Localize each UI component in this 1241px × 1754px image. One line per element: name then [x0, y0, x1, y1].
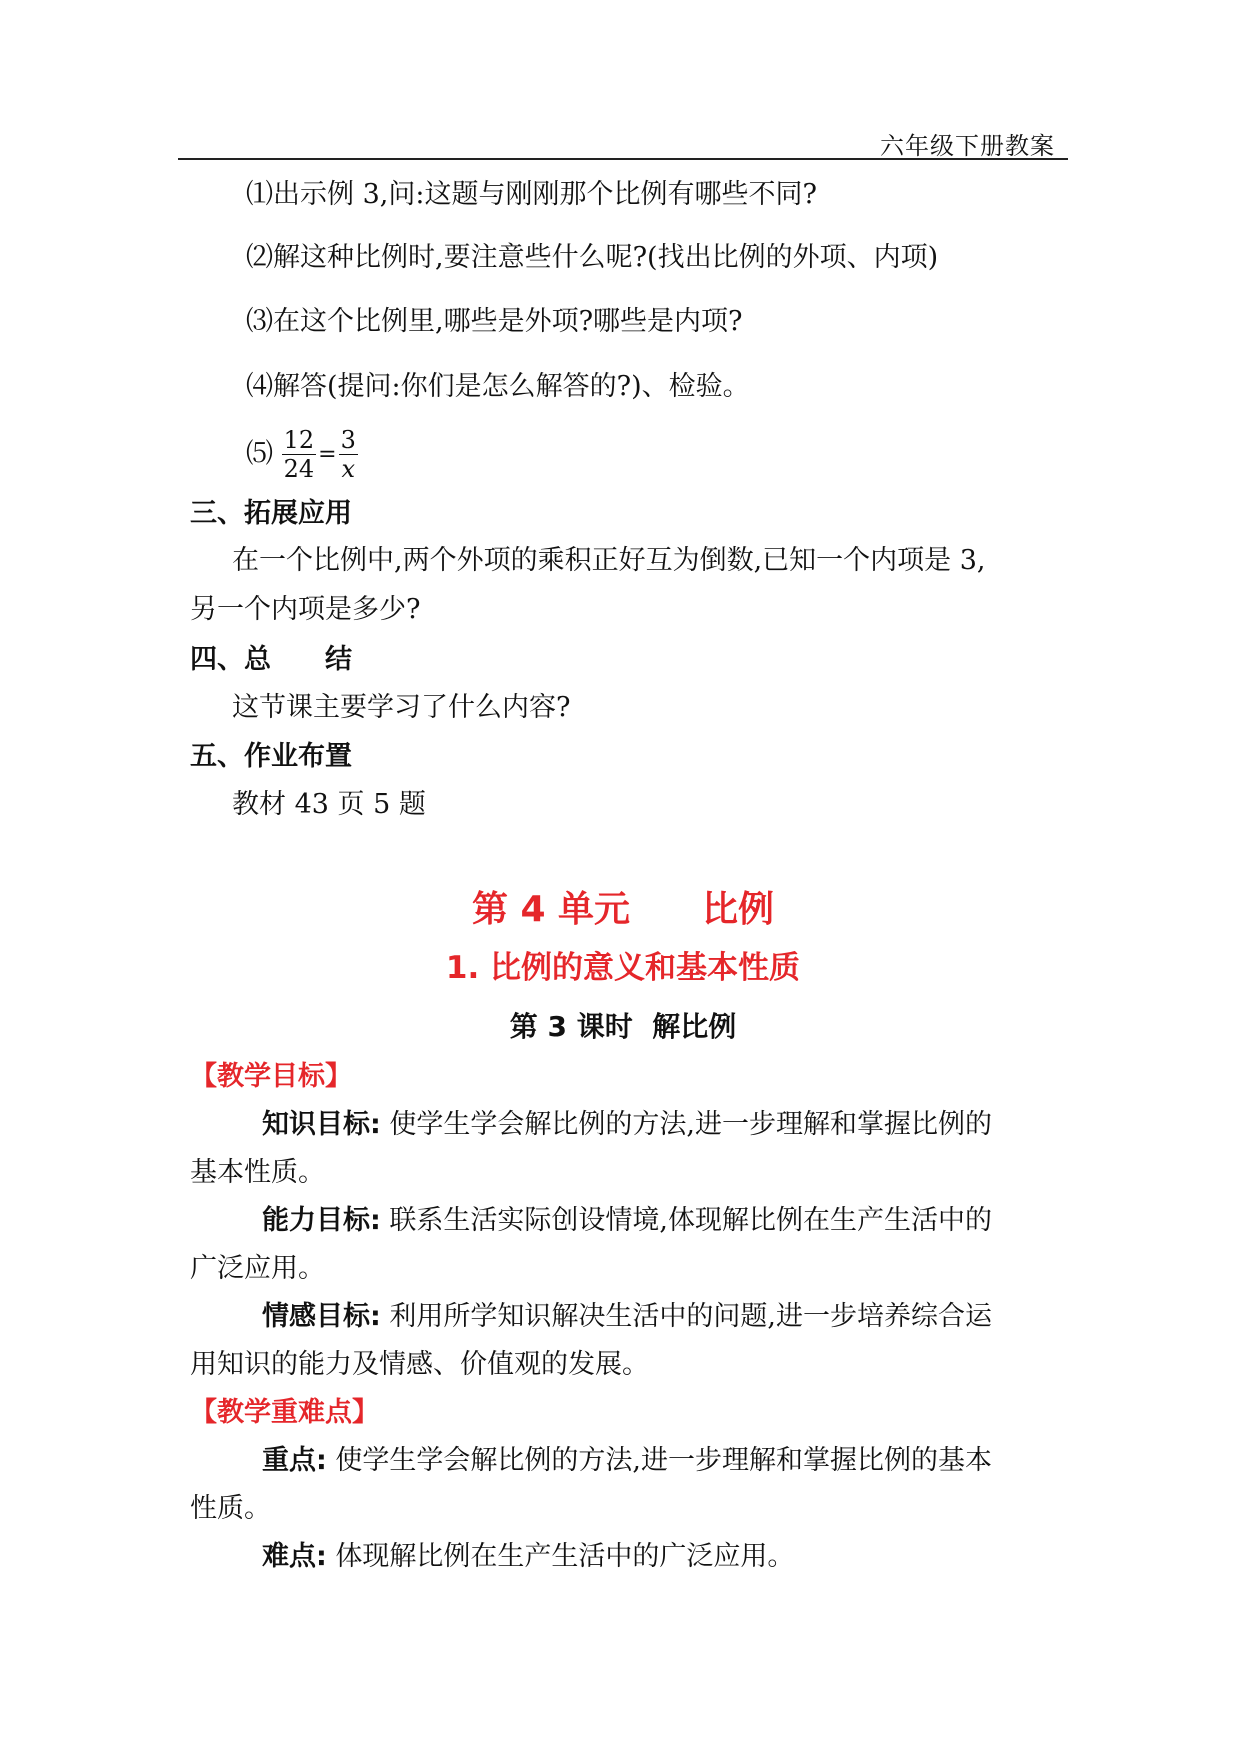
section-5-text: 教材 43 页 5 题 [232, 789, 426, 820]
ability-objective-text: 联系生活实际创设情境,体现解比例在生产生活中的 [389, 1205, 992, 1236]
fraction-right [339, 426, 358, 483]
section-4-text: 这节课主要学习了什么内容? [232, 692, 571, 723]
fraction-left-numerator: 12 [283, 426, 315, 454]
emotion-objective-label: 情感目标: [262, 1301, 381, 1332]
fraction-left-denominator: 24 [283, 455, 315, 483]
ability-objective-line-1 [262, 1204, 992, 1238]
lesson-title: 第 3 课时 解比例 [509, 1010, 737, 1043]
unit-subtitle: 1. 比例的意义和基本性质 [445, 950, 801, 986]
difficult-point-line [262, 1540, 794, 1574]
difficult-point-text: 体现解比例在生产生活中的广泛应用。 [335, 1541, 795, 1572]
knowledge-objective-line-2: 基本性质。 [190, 1157, 325, 1188]
step-4: ⑷解答(提问:你们是怎么解答的?)、检验。 [246, 371, 750, 402]
ability-objective-label: 能力目标: [262, 1205, 381, 1236]
fraction-left [282, 426, 317, 483]
section-4-heading: 四、总 结 [190, 644, 352, 675]
key-point-label: 重点: [262, 1445, 327, 1476]
emotion-objective-line-1 [262, 1300, 992, 1334]
step-5-label: ⑸ [246, 438, 273, 470]
section-5-heading: 五、作业布置 [190, 741, 352, 772]
unit-title: 第 4 单元 比例 [471, 889, 775, 930]
fraction-right-numerator: 3 [340, 426, 356, 454]
objectives-heading: 【教学目标】 [190, 1061, 352, 1092]
section-3-line-1: 在一个比例中,两个外项的乘积正好互为倒数,已知一个内项是 3, [232, 545, 986, 576]
fraction-right-denominator: x [341, 455, 355, 483]
step-2: ⑵解这种比例时,要注意些什么呢?(找出比例的外项、内项) [246, 242, 939, 273]
step-1: ⑴出示例 3,问:这题与刚刚那个比例有哪些不同? [246, 179, 817, 210]
difficult-point-label: 难点: [262, 1541, 327, 1572]
page-header-title: 六年级下册教案 [880, 132, 1055, 160]
step-5-equation [246, 424, 358, 485]
header-divider [178, 158, 1068, 160]
knowledge-objective-line-1 [262, 1108, 992, 1142]
emotion-objective-line-2: 用知识的能力及情感、价值观的发展。 [190, 1349, 649, 1380]
emotion-objective-text: 利用所学知识解决生活中的问题,进一步培养综合运 [389, 1301, 992, 1332]
step-3: ⑶在这个比例里,哪些是外项?哪些是内项? [246, 306, 743, 337]
key-point-line-2: 性质。 [190, 1493, 271, 1524]
equals-sign: = [318, 441, 337, 467]
key-point-line-1 [262, 1444, 992, 1478]
section-3-line-2: 另一个内项是多少? [190, 594, 421, 625]
section-3-heading: 三、拓展应用 [190, 498, 352, 529]
ability-objective-line-2: 广泛应用。 [190, 1253, 325, 1284]
keypoints-heading: 【教学重难点】 [190, 1397, 379, 1428]
knowledge-objective-text: 使学生学会解比例的方法,进一步理解和掌握比例的 [389, 1109, 992, 1140]
key-point-text: 使学生学会解比例的方法,进一步理解和掌握比例的基本 [335, 1445, 992, 1476]
knowledge-objective-label: 知识目标: [262, 1109, 381, 1140]
